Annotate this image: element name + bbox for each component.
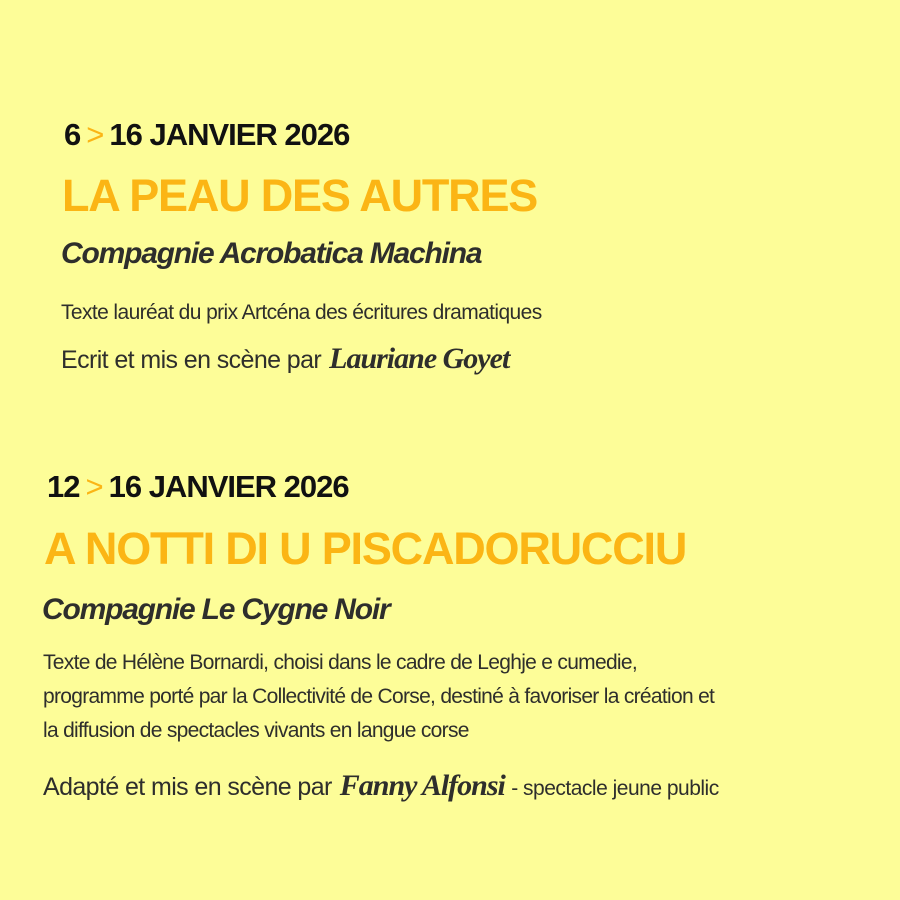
- date-end: 16 JANVIER 2026: [108, 469, 349, 504]
- event-title: LA PEAU DES AUTRES: [62, 170, 538, 221]
- credit-prefix: Adapté et mis en scène par: [43, 773, 332, 801]
- event-date: [47, 471, 349, 502]
- audience-note: - spectacle jeune public: [511, 777, 719, 800]
- director-credit: [61, 344, 509, 374]
- event-date: [64, 119, 349, 150]
- award-note: Texte lauréat du prix Artcéna des écritures dramatiques: [61, 301, 542, 324]
- description-line: programme porté par la Collectivité de Corse, destiné à favoriser la création et: [43, 685, 715, 708]
- event-description: [43, 646, 714, 748]
- director-name: Lauriane Goyet: [329, 342, 510, 375]
- director-credit: [43, 771, 719, 801]
- director-name: Fanny Alfonsi: [339, 769, 505, 802]
- date-end: 16 JANVIER 2026: [109, 117, 350, 152]
- date-arrow-icon: >: [85, 469, 103, 504]
- event-title: A NOTTI DI U PISCADORUCCIU: [44, 523, 687, 574]
- company-name: Compagnie Acrobatica Machina: [61, 237, 482, 270]
- date-arrow-icon: >: [86, 117, 104, 152]
- date-start: 6: [64, 117, 81, 152]
- company-name: Compagnie Le Cygne Noir: [42, 593, 390, 626]
- description-line: Texte de Hélène Bornardi, choisi dans le cadre de Leghje e cumedie,: [43, 651, 638, 674]
- date-start: 12: [47, 469, 80, 504]
- description-line: la diffusion de spectacles vivants en langue corse: [43, 719, 469, 742]
- credit-prefix: Ecrit et mis en scène par: [61, 346, 322, 374]
